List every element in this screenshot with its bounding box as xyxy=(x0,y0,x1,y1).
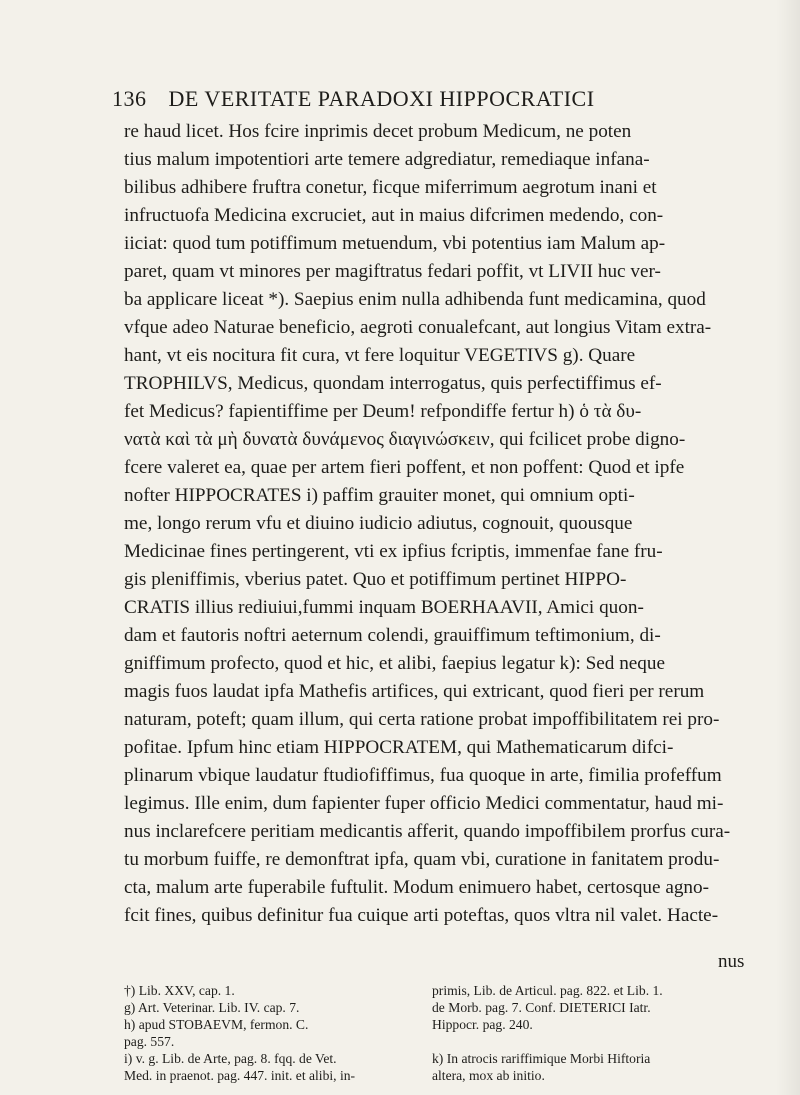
text-line: Medicinae fines pertingerent, vti ex ipfius fcriptis, immenfae fane fru- xyxy=(124,541,663,562)
text-line: tu morbum fuiffe, re demonftrat ipfa, quam vbi, curatione in fanitatem produ- xyxy=(124,849,720,870)
text-line: cta, malum arte fuperabile fuftulit. Modum enimuero habet, certosque agno- xyxy=(124,877,710,898)
text-line: ba applicare liceat *). Saepius enim nulla adhibenda funt medicamina, quod xyxy=(124,289,706,310)
footnote-line xyxy=(432,1033,772,1050)
page-number: 136 xyxy=(112,86,147,111)
text-line: TROPHILVS, Medicus, quondam interrogatus, quis perfectiffimus ef- xyxy=(124,373,662,394)
text-line: iiciat: quod tum potiffimum metuendum, vbi potentius iam Malum ap- xyxy=(124,233,666,254)
text-line: dam et fautoris noftri aeternum colendi, grauiffimum teftimonium, di- xyxy=(124,625,661,646)
text-line: gniffimum profecto, quod et hic, et alibi, faepius legatur k): Sed neque xyxy=(124,653,666,674)
main-text xyxy=(124,118,764,930)
text-line: me, longo rerum vfu et diuino iudicio adiutus, cognouit, quousque xyxy=(124,513,633,534)
text-line: gis pleniffimis, vberius patet. Quo et potiffimum pertinet HIPPO- xyxy=(124,569,627,590)
footnote-line: h) apud STOBAEVM, fermon. C. xyxy=(124,1017,309,1032)
running-head xyxy=(112,86,632,112)
footnote-line: Med. in praenot. pag. 447. init. et alibi, in- xyxy=(124,1068,356,1083)
text-line: bilibus adhibere fruftra conetur, ficque miferrimum aegrotum inani et xyxy=(124,177,657,198)
footnote-line: de Morb. pag. 7. Conf. DIETERICI Iatr. xyxy=(432,1000,651,1015)
footnote-line: primis, Lib. de Articul. pag. 822. et Lib. 1. xyxy=(432,983,663,998)
text-line: νατὰ καὶ τὰ μὴ δυνατὰ δυνάμενος διαγινώσκειν, qui fcilicet probe digno- xyxy=(124,429,686,450)
text-line: paret, quam vt minores per magiftratus fedari poffit, vt LIVII huc ver- xyxy=(124,261,661,282)
text-line: nus inclarefcere peritiam medicantis afferit, quando impoffibilem prorfus cura- xyxy=(124,821,731,842)
catchword: nus xyxy=(718,951,745,972)
text-line: vfque adeo Naturae beneficio, aegroti conualefcant, aut longius Vitam extra- xyxy=(124,317,712,338)
footnotes-right-column xyxy=(432,982,772,1084)
footnote-separator xyxy=(124,972,764,973)
running-title: DE VERITATE PARADOXI HIPPOCRATICI xyxy=(168,86,595,111)
text-line: pofitae. Ipfum hinc etiam HIPPOCRATEM, qui Mathematicarum difci- xyxy=(124,737,674,758)
text-line: re haud licet. Hos fcire inprimis decet probum Medicum, ne poten xyxy=(124,121,632,142)
page-edge-shadow xyxy=(776,0,800,1095)
footnote-line: altera, mox ab initio. xyxy=(432,1068,545,1083)
footnote-line: i) v. g. Lib. de Arte, pag. 8. fqq. de Vet. xyxy=(124,1051,337,1066)
text-line: fcere valeret ea, quae per artem fieri poffent, et non poffent: Quod et ipfe xyxy=(124,457,685,478)
text-line: magis fuos laudat ipfa Mathefis artifices, qui extricant, quod fieri per rerum xyxy=(124,681,705,702)
text-line: fet Medicus? fapientiffime per Deum! refpondiffe fertur h) ὁ τὰ δυ- xyxy=(124,401,642,422)
footnote-line: †) Lib. XXV, cap. 1. xyxy=(124,983,235,998)
text-line: tius malum impotentiori arte temere adgrediatur, remediaque infana- xyxy=(124,149,650,170)
text-line: naturam, poteft; quam illum, qui certa ratione probat impoffibilitatem rei pro- xyxy=(124,709,720,730)
footnote-line: k) In atrocis rariffimique Morbi Hiftoria xyxy=(432,1051,651,1066)
footnote-line: Hippocr. pag. 240. xyxy=(432,1017,533,1032)
text-line: fcit fines, quibus definitur fua cuique arti poteftas, quos vltra nil valet. Hacte- xyxy=(124,905,719,926)
text-line: hant, vt eis nocitura fit cura, vt fere loquitur VEGETIVS g). Quare xyxy=(124,345,636,366)
footnote-line: pag. 557. xyxy=(124,1034,175,1049)
text-line: nofter HIPPOCRATES i) paffim grauiter monet, qui omnium opti- xyxy=(124,485,635,506)
text-line: infructuofa Medicina excruciet, aut in maius difcrimen medendo, con- xyxy=(124,205,664,226)
text-line: legimus. Ille enim, dum fapienter fuper officio Medici commentatur, haud mi- xyxy=(124,793,724,814)
text-line: CRATIS illius rediuiui,fummi inquam BOERHAAVII, Amici quon- xyxy=(124,597,644,618)
text-line: plinarum vbique laudatur ftudiofiffimus, fua quoque in arte, fimilia profeffum xyxy=(124,765,722,786)
footnote-line: g) Art. Veterinar. Lib. IV. cap. 7. xyxy=(124,1000,300,1015)
footnotes-left-column xyxy=(124,982,424,1084)
